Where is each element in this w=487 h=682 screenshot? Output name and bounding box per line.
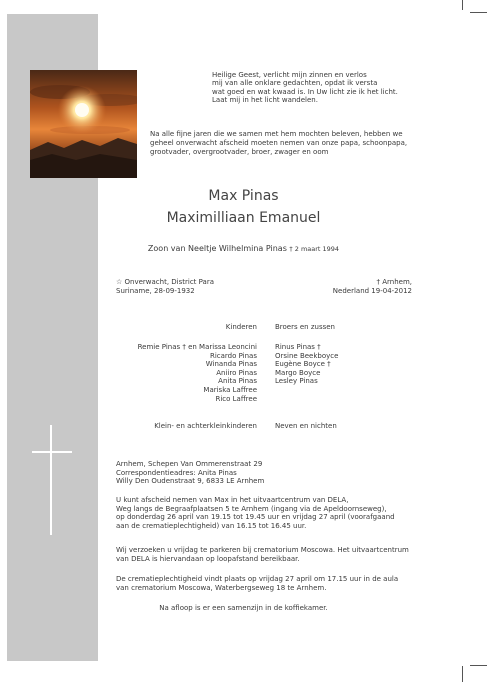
ceremony-paragraph (116, 575, 416, 592)
death-info (300, 278, 412, 295)
grandchildren-heading: Klein- en achterkleinkinderen (154, 422, 257, 430)
poem-line: mij van alle onklare gedachten, opdat ik versta (212, 79, 378, 88)
crop-mark (470, 665, 487, 666)
siblings-list (275, 343, 338, 386)
parents-line (0, 244, 487, 253)
list-item: Lesley Pinas (275, 377, 318, 386)
birth-date: Suriname, 28-09-1932 (116, 286, 195, 295)
paragraph-line: op donderdag 26 april van 19.15 tot 19.45 uur en vrijdag 27 april (voorafgaand (116, 513, 395, 522)
list-item: Orsine Beekboyce (275, 351, 339, 360)
address-line: Willy Den Oudenstraat 9, 6833 LE Arnhem (116, 477, 265, 486)
list-item: Margo Boyce (275, 368, 321, 377)
paragraph-line: U kunt afscheid nemen van Max in het uitvaartcentrum van DELA, (116, 496, 349, 504)
intro-line: Na alle fijne jaren die we samen met hem mochten beleven, hebben we (150, 130, 403, 138)
paragraph-line: van DELA is hiervandaan op loopafstand bereikbaar. (116, 554, 300, 563)
children-list (110, 343, 257, 403)
list-item: Remie Pinas † en Marissa Leoncini (137, 343, 257, 351)
poem-line: Heilige Geest, verlicht mijn zinnen en verlos (212, 71, 367, 79)
poem-line: Laat mij in het licht wandelen. (212, 96, 318, 105)
intro-text (150, 130, 440, 156)
address-block (116, 460, 264, 486)
deceased-full-name: Maximilliaan Emanuel (166, 210, 321, 226)
address-line: Correspondentieadres: Anita Pinas (116, 468, 237, 477)
paragraph-line: De crematieplechtigheid vindt plaats op vrijdag 27 april om 17.15 uur in de aula (116, 575, 399, 583)
children-heading: Kinderen (225, 323, 257, 331)
poem-line: wat goed en wat kwaad is. In Uw licht zie ik het licht. (212, 87, 398, 96)
parents-date: † 2 maart 1994 (289, 245, 340, 253)
crop-mark (470, 12, 487, 13)
death-place: † Arnhem, (376, 278, 412, 286)
crop-mark (462, 666, 463, 682)
crop-mark (462, 0, 463, 10)
footer-note: Na afloop is er een samenzijn in de koffiekamer. (159, 604, 328, 612)
list-item: Rico Laffree (215, 394, 257, 403)
nephews-heading: Neven en nichten (275, 422, 337, 430)
address-line: Arnhem, Schepen Van Ommerenstraat 29 (116, 460, 263, 468)
list-item: Anita Pinas (218, 377, 257, 386)
cross-icon-bar (32, 451, 72, 453)
siblings-heading: Broers en zussen (275, 323, 335, 331)
intro-line: grootvader, overgrootvader, broer, zwager en oom (150, 147, 329, 156)
sunset-photo (30, 70, 137, 178)
birth-info (116, 278, 214, 295)
paragraph-line: van crematorium Moscowa, Waterbergseweg 18 te Arnhem. (116, 583, 327, 592)
birth-place: ☆ Onverwacht, District Para (116, 278, 214, 286)
poem (212, 71, 398, 105)
list-item: Aniiro Pinas (216, 368, 257, 377)
deceased-short-name: Max Pinas (208, 188, 279, 204)
farewell-paragraph (116, 496, 416, 530)
parking-paragraph (116, 546, 416, 563)
list-item: Rinus Pinas † (275, 343, 321, 351)
paragraph-line: aan de crematieplechtigheid) van 16.15 tot 16.45 uur. (116, 521, 307, 530)
parents-text: Zoon van Neeltje Wilhelmina Pinas (147, 244, 287, 253)
cross-icon (50, 425, 52, 535)
list-item: Ricardo Pinas (209, 351, 257, 360)
list-item: Eugène Boyce † (275, 360, 331, 369)
paragraph-line: Weg langs de Begraafplaatsen 5 te Arnhem (ingang via de Apeldoornseweg), (116, 504, 387, 513)
death-date: Nederland 19-04-2012 (332, 286, 412, 295)
paragraph-line: Wij verzoeken u vrijdag te parkeren bij crematorium Moscowa. Het uitvaartcentrum (116, 546, 409, 554)
list-item: Mariska Laffree (203, 385, 257, 394)
list-item: Winanda Pinas (205, 360, 257, 369)
intro-line: geheel onverwacht afscheid moeten nemen van onze papa, schoonpapa, (150, 138, 408, 147)
